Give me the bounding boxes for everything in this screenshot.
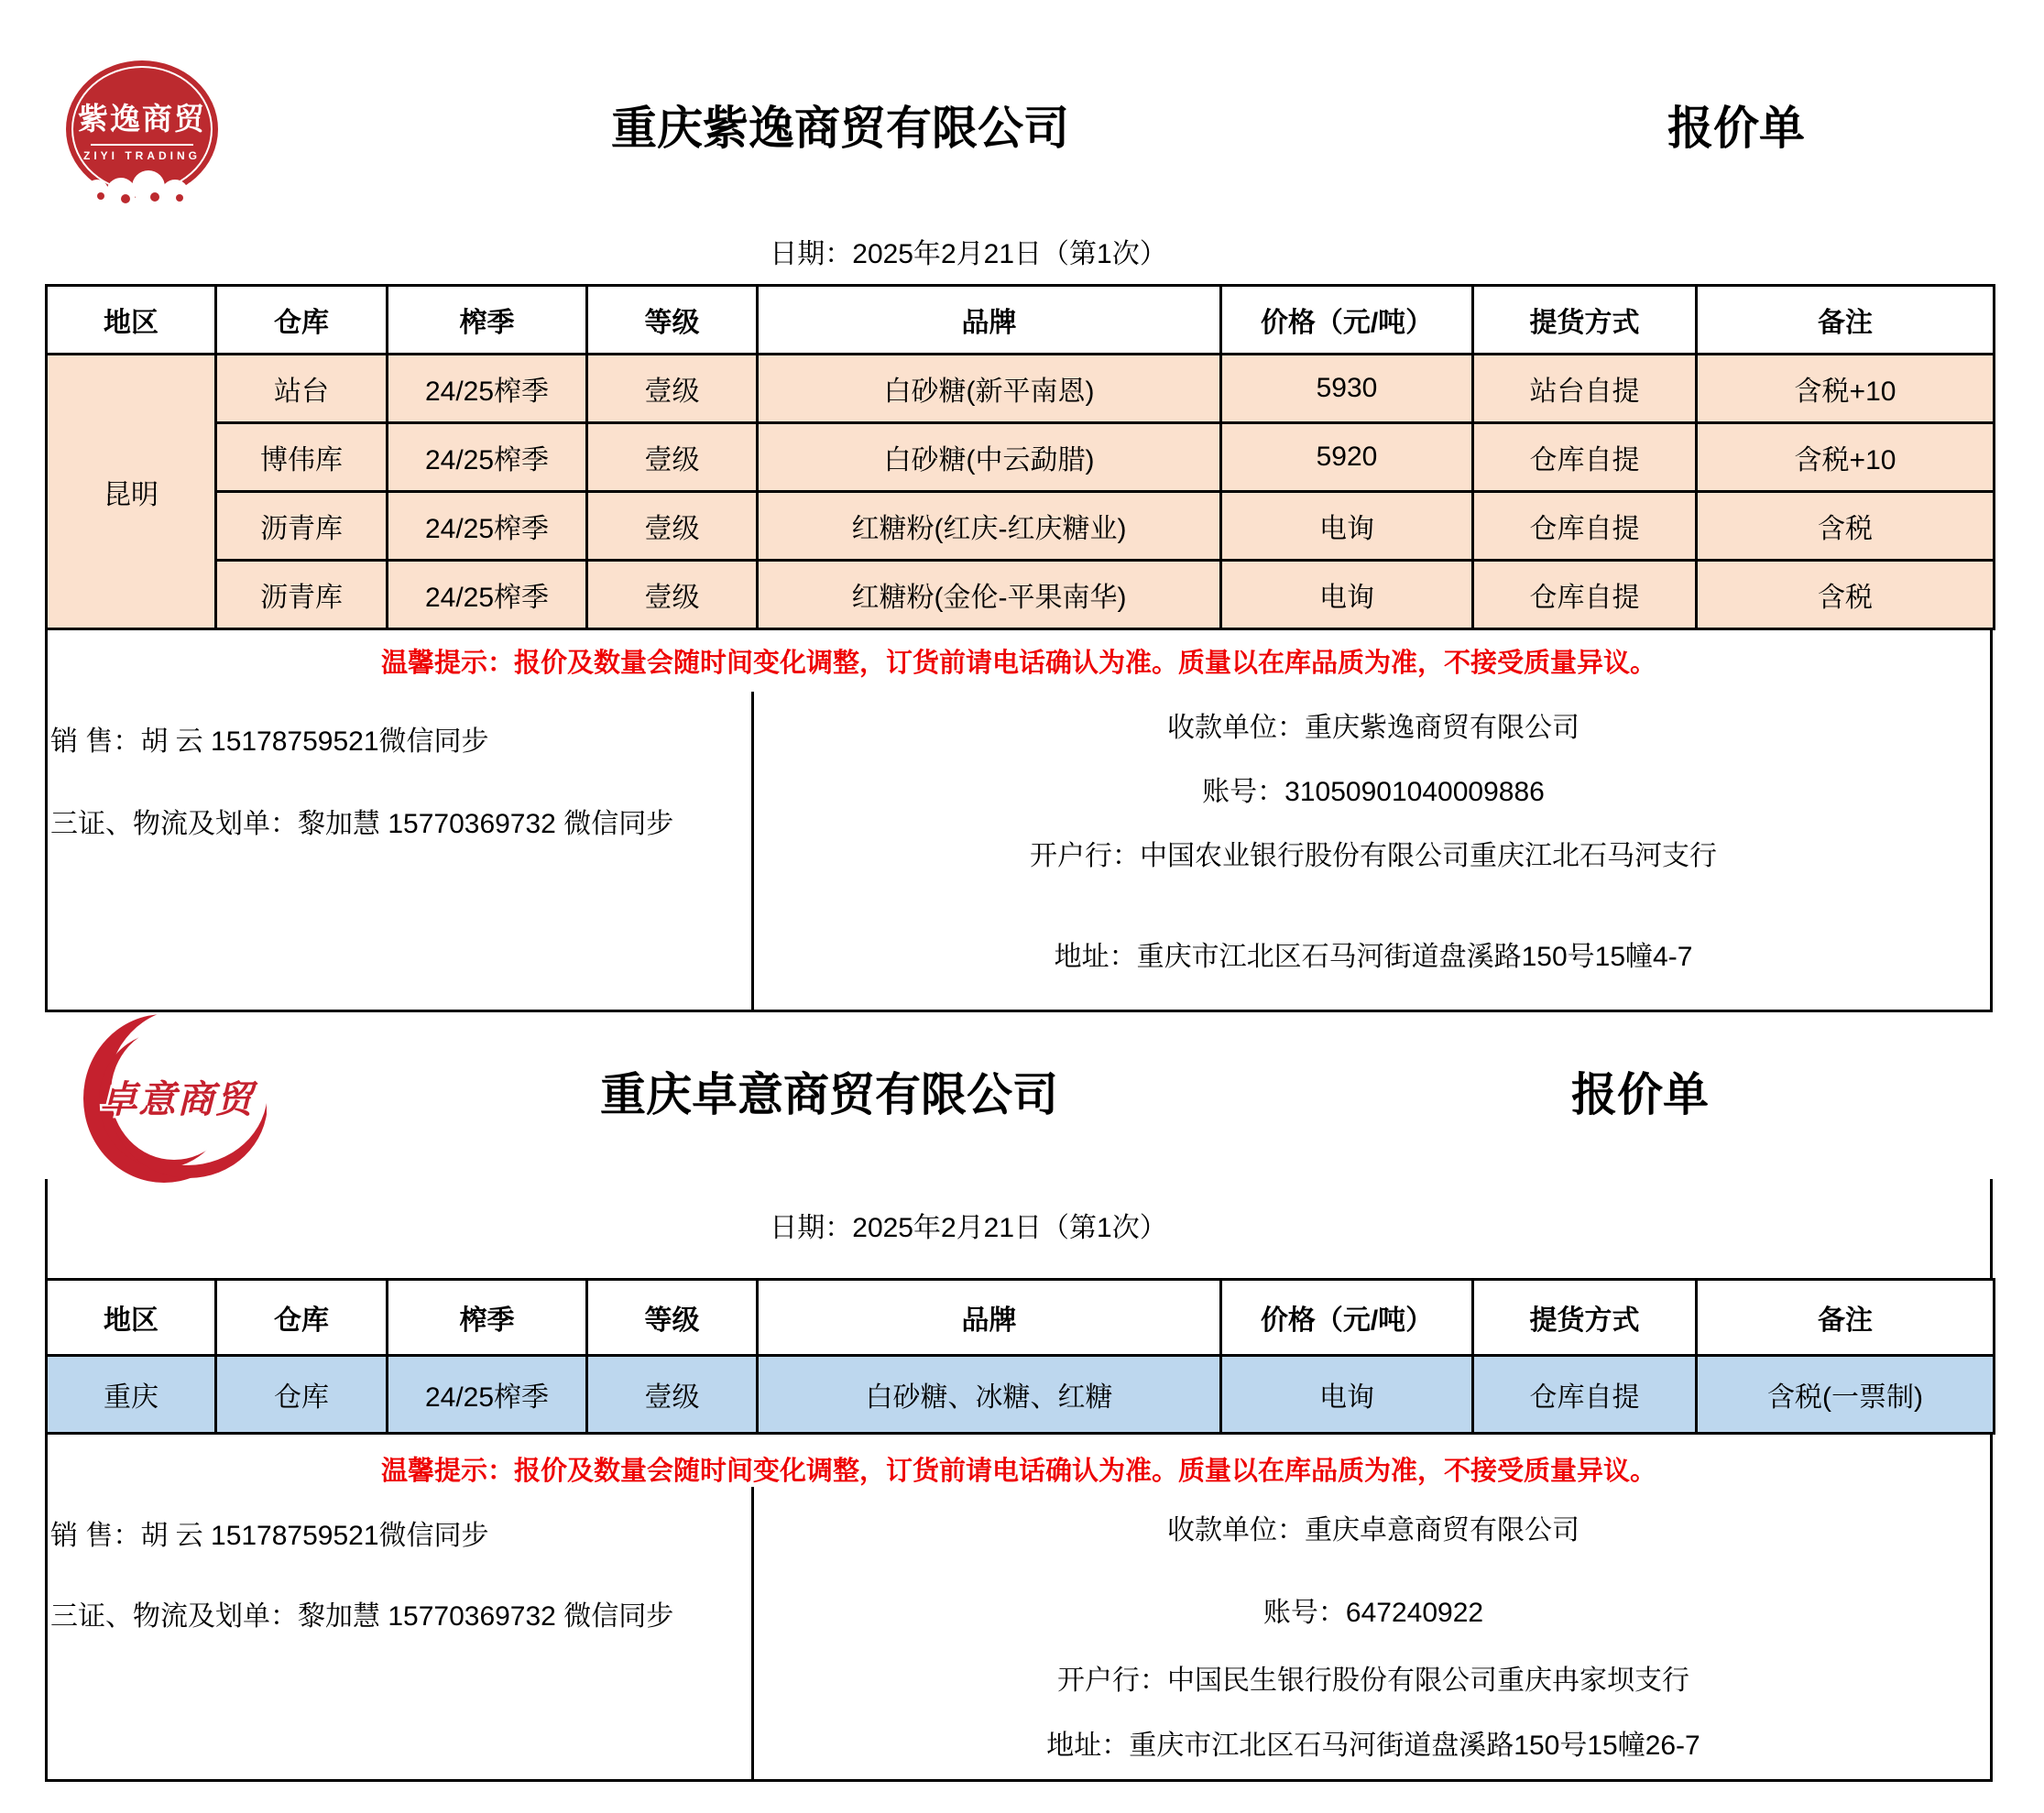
- note-cell: 含税: [1697, 561, 1995, 629]
- doc-title-2: 报价单: [1571, 1069, 1709, 1120]
- price-cell: 电询: [1221, 1356, 1473, 1434]
- ziyi-logo: [66, 60, 218, 198]
- account-line: 账号：647240922: [1262, 1598, 1484, 1628]
- col-header-pickup: 提货方式: [1473, 1280, 1697, 1356]
- payee-line: 收款单位：重庆卓意商贸有限公司: [1167, 1515, 1579, 1545]
- date-line-1: 日期：2025年2月21日（第1次）: [770, 239, 1167, 269]
- table-header-row: [47, 286, 1995, 355]
- grade-cell: 壹级: [587, 1356, 758, 1434]
- region-cell: 重庆: [47, 1356, 216, 1434]
- season-cell: 24/25榨季: [388, 492, 587, 561]
- contact-bank-row-2: [45, 1487, 1993, 1782]
- col-header-price: 价格（元/吨）: [1221, 1280, 1473, 1356]
- col-header-season: 榨季: [388, 1280, 587, 1356]
- season-cell: 24/25榨季: [388, 423, 587, 492]
- bank-cell-2: [751, 1487, 1993, 1782]
- sales-contact: 销 售：胡 云 15178759521微信同步: [50, 726, 489, 757]
- bubble-dot: [97, 192, 104, 200]
- price-cell: 5930: [1221, 355, 1473, 423]
- pickup-cell: 仓库自提: [1473, 492, 1697, 561]
- table-header-row: [47, 1280, 1995, 1356]
- pickup-cell: 站台自提: [1473, 355, 1697, 423]
- note-cell: 含税: [1697, 492, 1995, 561]
- note-cell: 含税(一票制): [1697, 1356, 1995, 1434]
- price-table-2: [45, 1278, 1995, 1435]
- col-header-warehouse: 仓库: [216, 1280, 388, 1356]
- price-cell: 电询: [1221, 492, 1473, 561]
- warning-note-1: 温馨提示：报价及数量会随时间变化调整，订货前请电话确认为准。质量以在库品质为准，不接受质量异议。: [380, 649, 1656, 678]
- logistics-contact: 三证、物流及划单：黎加慧 15770369732 微信同步: [50, 809, 674, 839]
- pickup-cell: 仓库自提: [1473, 1356, 1697, 1434]
- season-cell: 24/25榨季: [388, 355, 587, 423]
- grade-cell: 壹级: [587, 423, 758, 492]
- price-cell: 电询: [1221, 561, 1473, 629]
- season-cell: 24/25榨季: [388, 1356, 587, 1434]
- contact-bank-row-1: [45, 692, 1993, 1010]
- col-header-price: 价格（元/吨）: [1221, 286, 1473, 355]
- zhuoyi-logo: [70, 1010, 267, 1188]
- bubble-dot: [150, 192, 159, 202]
- brand-cell: 白砂糖(新平南恩): [758, 355, 1221, 423]
- note-cell: 含税+10: [1697, 355, 1995, 423]
- col-header-brand: 品牌: [758, 286, 1221, 355]
- region-cell: 昆明: [47, 355, 216, 629]
- bubble: [203, 183, 213, 192]
- date-line-2: 日期：2025年2月21日（第1次）: [770, 1213, 1167, 1243]
- address-line: 地址：重庆市江北区石马河街道盘溪路150号15幢4-7: [1054, 942, 1693, 972]
- col-header-region: 地区: [47, 286, 216, 355]
- table-row: [47, 561, 1995, 629]
- pickup-cell: 仓库自提: [1473, 423, 1697, 492]
- bubble: [185, 181, 203, 200]
- logistics-contact: 三证、物流及划单：黎加慧 15770369732 微信同步: [50, 1601, 674, 1632]
- price-table-1: [45, 284, 1995, 630]
- col-header-grade: 等级: [587, 1280, 758, 1356]
- company-name-2: 重庆卓意商贸有限公司: [600, 1069, 1058, 1120]
- brand-cell: 白砂糖、冰糖、红糖: [758, 1356, 1221, 1434]
- ziyi-logo-en-text: ZIYI TRADING: [83, 149, 201, 162]
- grade-cell: 壹级: [587, 561, 758, 629]
- company-name-1: 重庆紫逸商贸有限公司: [611, 103, 1069, 154]
- bubble-dot: [121, 194, 130, 203]
- table-row: [47, 492, 1995, 561]
- col-header-brand: 品牌: [758, 1280, 1221, 1356]
- note-cell: 含税+10: [1697, 423, 1995, 492]
- grade-cell: 壹级: [587, 492, 758, 561]
- bubble-dot: [176, 194, 183, 202]
- season-cell: 24/25榨季: [388, 561, 587, 629]
- bubble: [106, 178, 136, 207]
- address-line: 地址：重庆市江北区石马河街道盘溪路150号15幢26-7: [1046, 1731, 1700, 1761]
- account-line: 账号：31050901040009886: [1202, 777, 1545, 807]
- brand-cell: 白砂糖(中云勐腊): [758, 423, 1221, 492]
- zhuoyi-logo-text: 卓意商贸: [100, 1078, 254, 1120]
- ziyi-logo-divider: [91, 144, 193, 146]
- payee-line: 收款单位：重庆紫逸商贸有限公司: [1167, 713, 1579, 743]
- col-header-region: 地区: [47, 1280, 216, 1356]
- warehouse-cell: 沥青库: [216, 492, 388, 561]
- warehouse-cell: 站台: [216, 355, 388, 423]
- pickup-cell: 仓库自提: [1473, 561, 1697, 629]
- col-header-note: 备注: [1697, 286, 1995, 355]
- doc-title-1: 报价单: [1667, 103, 1805, 154]
- col-header-pickup: 提货方式: [1473, 286, 1697, 355]
- col-header-warehouse: 仓库: [216, 286, 388, 355]
- warning-note-2: 温馨提示：报价及数量会随时间变化调整，订货前请电话确认为准。质量以在库品质为准，不接受质量异议。: [380, 1457, 1656, 1486]
- contact-cell-1: [45, 692, 751, 1010]
- brand-cell: 红糖粉(金伦-平果南华): [758, 561, 1221, 629]
- bubble: [73, 180, 84, 191]
- col-header-note: 备注: [1697, 1280, 1995, 1356]
- table-row: [47, 355, 1995, 423]
- warehouse-cell: 博伟库: [216, 423, 388, 492]
- col-header-season: 榨季: [388, 286, 587, 355]
- bank-cell-1: [751, 692, 1993, 1010]
- price-cell: 5920: [1221, 423, 1473, 492]
- warehouse-cell: 沥青库: [216, 561, 388, 629]
- sales-contact: 销 售：胡 云 15178759521微信同步: [50, 1521, 489, 1551]
- col-header-grade: 等级: [587, 286, 758, 355]
- grade-cell: 壹级: [587, 355, 758, 423]
- ziyi-logo-cn-text: 紫逸商贸: [78, 102, 206, 136]
- bank-branch-line: 开户行：中国农业银行股份有限公司重庆江北石马河支行: [1030, 841, 1717, 871]
- warehouse-cell: 仓库: [216, 1356, 388, 1434]
- brand-cell: 红糖粉(红庆-红庆糖业): [758, 492, 1221, 561]
- contact-cell-2: [45, 1487, 751, 1782]
- bubble: [132, 170, 165, 203]
- bank-branch-line: 开户行：中国民生银行股份有限公司重庆冉家坝支行: [1057, 1666, 1689, 1696]
- table-row: [47, 423, 1995, 492]
- table-row: [47, 1356, 1995, 1434]
